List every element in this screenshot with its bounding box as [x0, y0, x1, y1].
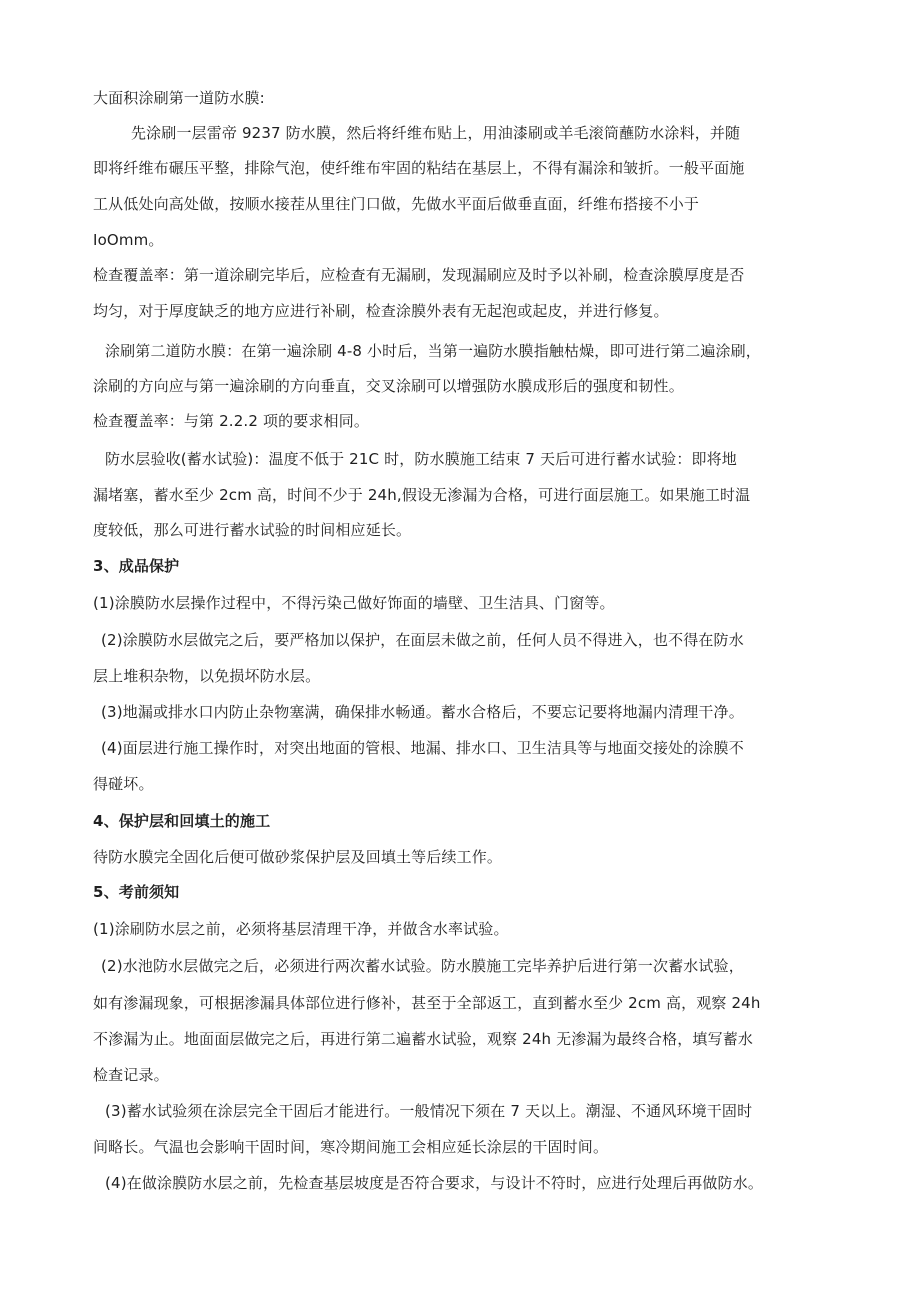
section-heading-3: 3、成品保护 — [93, 557, 180, 575]
section-heading-4: 4、保护层和回填土的施工 — [93, 812, 271, 830]
list-item: (3)地漏或排水口内防止杂物塞满，确保排水畅通。蓄水合格后，不要忘记要将地漏内清理干净。 — [101, 703, 744, 721]
paragraph-line: 检查覆盖率：与第 2.2.2 项的要求相同。 — [93, 412, 370, 430]
paragraph-line: 即将纤维布碾压平整，排除气泡，使纤维布牢固的粘结在基层上，不得有漏涂和皱折。一般平面施 — [93, 159, 745, 177]
paragraph-line: IoOmm。 — [93, 231, 164, 249]
paragraph-line: 涂刷的方向应与第一遍涂刷的方向垂直，交叉涂刷可以增强防水膜成形后的强度和韧性。 — [93, 377, 684, 395]
paragraph-line: 检查覆盖率：第一道涂刷完毕后，应检查有无漏刷，发现漏刷应及时予以补刷，检查涂膜厚度是否 — [93, 266, 745, 284]
section-heading-5: 5、考前须知 — [93, 883, 180, 901]
paragraph-line: 涂刷第二道防水膜：在第一遍涂刷 4-8 小时后，当第一遍防水膜指触枯燥，即可进行第二遍涂刷， — [105, 342, 761, 360]
list-item: (4)面层进行施工操作时，对突出地面的管根、地漏、排水口、卫生洁具等与地面交接处的涂膜不 — [101, 739, 744, 757]
list-item: (1)涂膜防水层操作过程中，不得污染己做好饰面的墙壁、卫生洁具、门窗等。 — [93, 594, 615, 612]
list-item: (3)蓄水试验须在涂层完全干固后才能进行。一般情况下须在 7 天以上。潮湿、不通风环境干固时 — [105, 1102, 753, 1120]
subheading-first-coat: 大面积涂刷第一道防水膜: — [93, 89, 265, 107]
paragraph-line: 层上堆积杂物，以免损坏防水层。 — [93, 667, 321, 685]
paragraph-line: 防水层验收(蓄水试验)：温度不低于 21C 时，防水膜施工结束 7 天后可进行蓄水试验：即将地 — [105, 450, 737, 468]
list-item: (2)水池防水层做完之后，必须进行两次蓄水试验。防水膜施工完毕养护后进行第一次蓄水试验， — [101, 957, 744, 975]
paragraph-line: 工从低处向高处做，按顺水接茬从里往门口做，先做水平面后做垂直面，纤维布搭接不小于 — [93, 195, 700, 213]
paragraph-line: 检查记录。 — [93, 1066, 169, 1084]
paragraph-line: 均匀，对于厚度缺乏的地方应进行补刷，检查涂膜外表有无起泡或起皮，并进行修复。 — [93, 302, 669, 320]
paragraph-line: 如有渗漏现象，可根据渗漏具体部位进行修补，甚至于全部返工，直到蓄水至少 2cm 高，观察 24h — [93, 994, 761, 1012]
paragraph-line: 待防水膜完全固化后便可做砂浆保护层及回填土等后续工作。 — [93, 848, 503, 866]
paragraph-line: 度较低，那么可进行蓄水试验的时间相应延长。 — [93, 521, 412, 539]
list-item: (4)在做涂膜防水层之前，先检查基层坡度是否符合要求，与设计不符时，应进行处理后再做防水。 — [105, 1174, 764, 1192]
list-item: (1)涂刷防水层之前，必须将基层清理干净，并做含水率试验。 — [93, 920, 509, 938]
paragraph-line: 漏堵塞，蓄水至少 2cm 高，时间不少于 24h,假设无渗漏为合格，可进行面层施工。如果施工时温 — [93, 486, 751, 504]
list-item: (2)涂膜防水层做完之后，要严格加以保护，在面层未做之前，任何人员不得进入，也不得在防水 — [101, 631, 744, 649]
paragraph-line: 不渗漏为止。地面面层做完之后，再进行第二遍蓄水试验，观察 24h 无渗漏为最终合格，填写蓄水 — [93, 1030, 754, 1048]
paragraph-line: 间略长。气温也会影响干固时间，寒冷期间施工会相应延长涂层的干固时间。 — [93, 1138, 609, 1156]
paragraph-line: 得碰坏。 — [93, 775, 154, 793]
paragraph-line: 先涂刷一层雷帝 9237 防水膜，然后将纤维布贴上，用油漆刷或羊毛滚筒蘸防水涂料，并随 — [131, 124, 741, 142]
